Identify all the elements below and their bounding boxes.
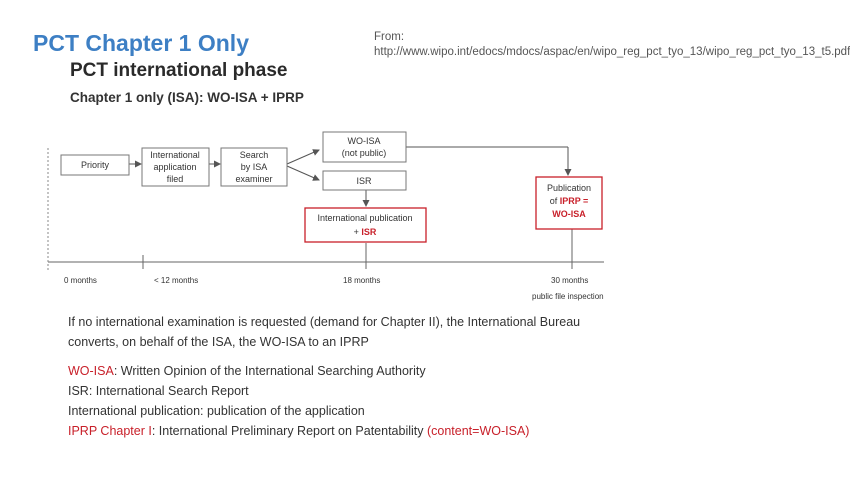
source-note: From: http://www.wipo.int/edocs/mdocs/aspac/en/wipo_reg_pct_tyo_13/wipo_reg_pct_tyo_13_t5.pdf	[374, 31, 850, 58]
label-30-months: 30 months	[551, 276, 589, 285]
svg-text:WO-ISA: WO-ISA	[347, 136, 381, 146]
svg-text:examiner: examiner	[235, 174, 273, 184]
term-wo-isa: WO-ISA	[68, 364, 114, 378]
notes-block	[68, 312, 628, 441]
term-iprp: IPRP Chapter I	[68, 424, 152, 438]
box-wo-isa	[323, 132, 406, 162]
label-12-months: < 12 months	[154, 276, 199, 285]
definition-iprp: IPRP Chapter I: International Preliminary Report on Patentability (content=WO-ISA)	[68, 424, 530, 438]
svg-text:Search: Search	[239, 150, 269, 160]
svg-text:by ISA: by ISA	[240, 162, 268, 172]
note-paragraph: If no international examination is requested (demand for Chapter II), the International Bureau converts, on behalf of the ISA, the WO-ISA to an IPRP	[68, 315, 581, 349]
svg-text:Priority: Priority	[80, 160, 110, 170]
slide-title: PCT Chapter 1 Only	[33, 30, 249, 56]
box-priority	[61, 155, 129, 175]
label-0-months: 0 months	[64, 276, 97, 285]
svg-text:International: International	[150, 150, 200, 160]
arrow-search-to-isr	[287, 166, 319, 180]
svg-text:filed: filed	[166, 174, 184, 184]
arrow-search-to-woisa	[287, 150, 319, 164]
figure-subtitle: Chapter 1 only (ISA): WO-ISA + IPRP	[70, 90, 304, 105]
svg-text:Publication: Publication	[546, 183, 592, 193]
box-international-application	[142, 148, 209, 186]
svg-text:ISR: ISR	[356, 176, 372, 186]
box-isr	[323, 171, 406, 190]
box-international-publication	[305, 208, 426, 242]
svg-text:WO-ISA: WO-ISA	[552, 209, 586, 219]
definition-publication: International publication: publication of the application	[68, 404, 365, 418]
svg-text:application: application	[153, 162, 197, 172]
definition-wo-isa: WO-ISA: Written Opinion of the International Searching Authority	[68, 364, 426, 378]
definition-isr: ISR: International Search Report	[68, 384, 249, 398]
svg-text:+ ISR: + ISR	[353, 227, 377, 237]
label-18-months: 18 months	[343, 276, 381, 285]
svg-text:of IPRP =: of IPRP =	[549, 196, 589, 206]
svg-text:International publication: International publication	[317, 213, 413, 223]
label-public-file-inspection: public file inspection	[532, 292, 604, 301]
box-search-by-isa	[221, 148, 287, 186]
figure-title: PCT international phase	[70, 60, 288, 81]
box-publication-iprp	[536, 177, 602, 229]
svg-text:(not public): (not public)	[341, 148, 387, 158]
